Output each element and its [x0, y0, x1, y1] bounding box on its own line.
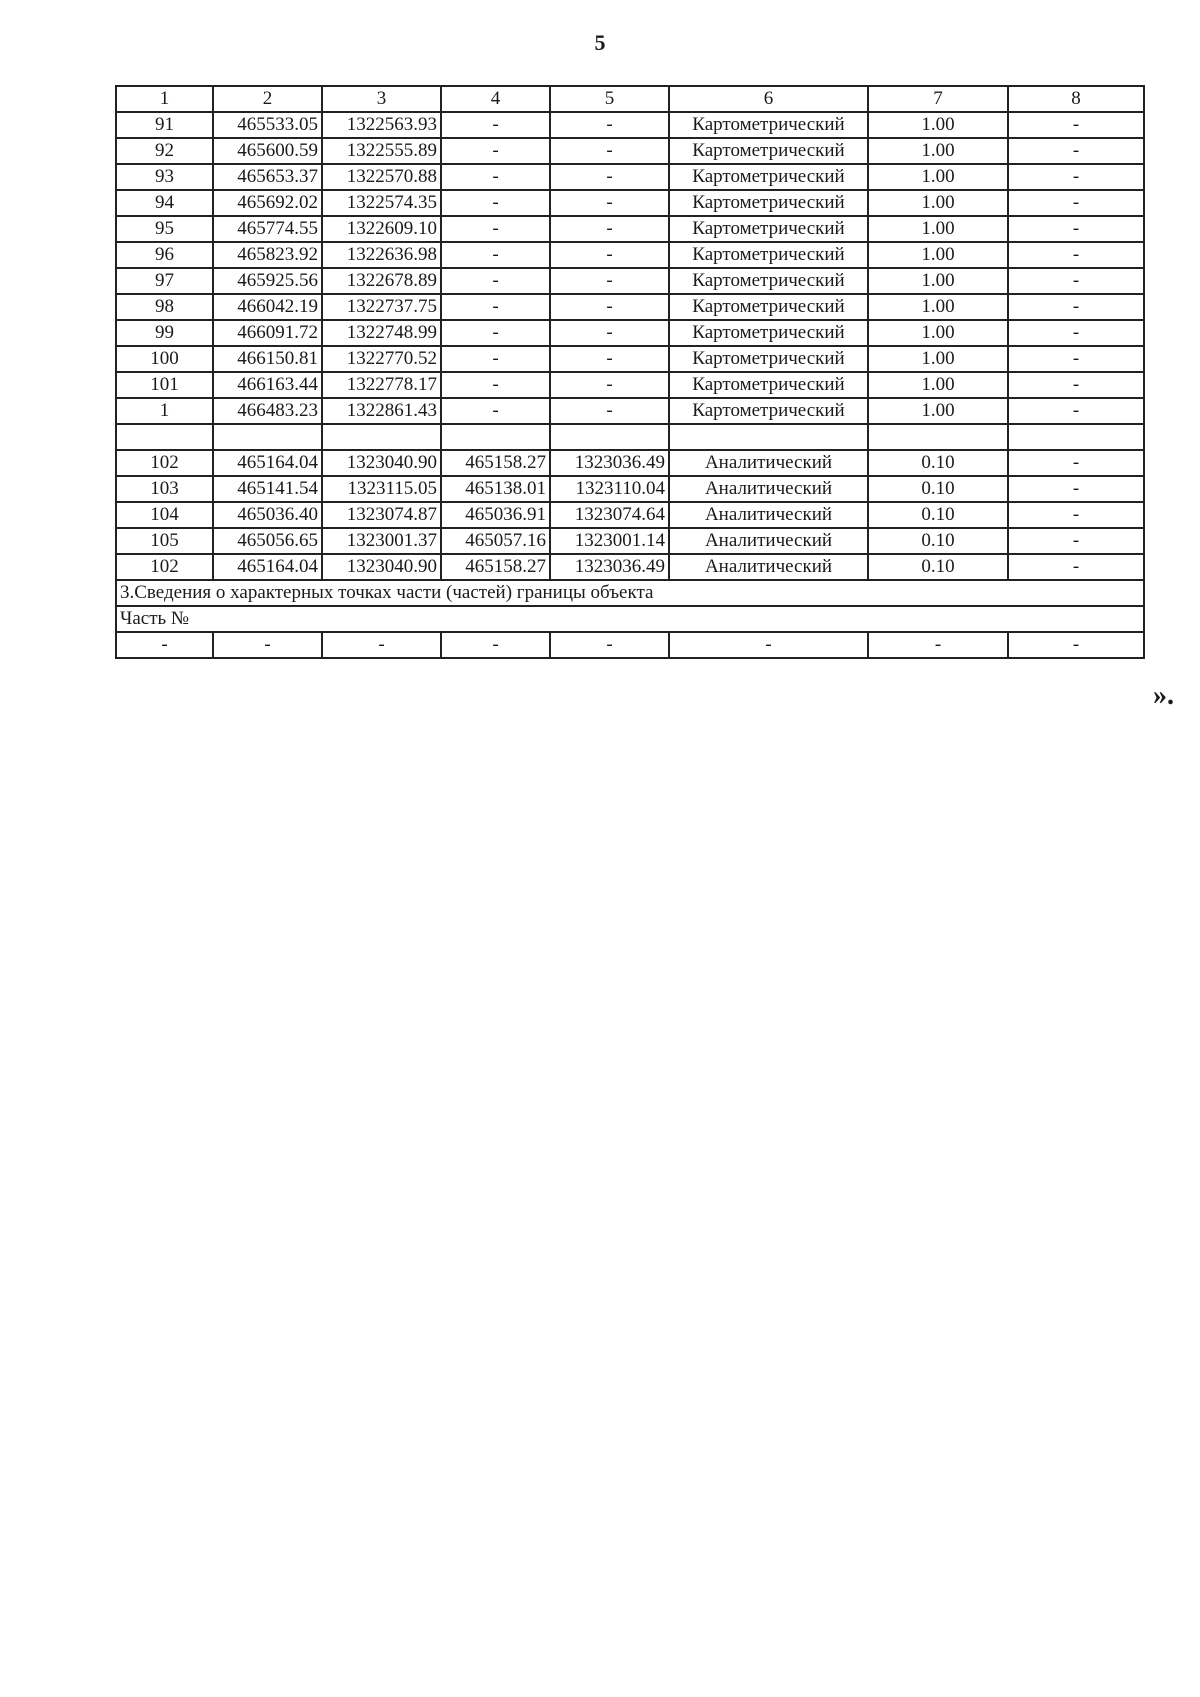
table-cell: 465158.27: [441, 554, 550, 580]
table-cell: -: [322, 632, 441, 658]
table-cell: 1323001.14: [550, 528, 669, 554]
table-cell: [1008, 424, 1144, 450]
table-cell: 5: [550, 86, 669, 112]
table-cell: -: [550, 164, 669, 190]
table-cell: -: [1008, 242, 1144, 268]
table-cell: 96: [116, 242, 213, 268]
table-cell: 0.10: [868, 502, 1008, 528]
table-cell: 1323040.90: [322, 554, 441, 580]
table-cell: 98: [116, 294, 213, 320]
table-cell: -: [441, 268, 550, 294]
table-cell: Аналитический: [669, 528, 868, 554]
table-row: [116, 164, 1144, 190]
part-label-row: [116, 606, 1144, 632]
table-cell: [116, 424, 213, 450]
table-cell: -: [1008, 190, 1144, 216]
table-cell: 465600.59: [213, 138, 322, 164]
table-row: [116, 190, 1144, 216]
table-cell: 1323040.90: [322, 450, 441, 476]
closing-quote: ».: [1153, 680, 1174, 711]
table-cell: Картометрический: [669, 398, 868, 424]
table-row: [116, 424, 1144, 450]
table-cell: 465057.16: [441, 528, 550, 554]
table-cell: 97: [116, 268, 213, 294]
table-cell: 1322861.43: [322, 398, 441, 424]
table-cell: Картометрический: [669, 216, 868, 242]
table-cell: 1323001.37: [322, 528, 441, 554]
table-cell: 0.10: [868, 450, 1008, 476]
table-cell: 466091.72: [213, 320, 322, 346]
table-cell: Картометрический: [669, 138, 868, 164]
table-cell: -: [441, 398, 550, 424]
table-cell: [669, 424, 868, 450]
table-cell: 1.00: [868, 242, 1008, 268]
table-cell: 1.00: [868, 320, 1008, 346]
table-cell: 465533.05: [213, 112, 322, 138]
table-cell: 104: [116, 502, 213, 528]
table-cell: 1323036.49: [550, 554, 669, 580]
table-cell: -: [1008, 502, 1144, 528]
table-cell: 1.00: [868, 346, 1008, 372]
table-cell: 465158.27: [441, 450, 550, 476]
table-cell: -: [550, 216, 669, 242]
table-row: [116, 476, 1144, 502]
part-label: Часть №: [116, 606, 1144, 632]
table-cell: 465823.92: [213, 242, 322, 268]
table-cell: 92: [116, 138, 213, 164]
table-row: [116, 450, 1144, 476]
page-number: 5: [594, 30, 606, 55]
table-cell: [550, 424, 669, 450]
table-cell: 1323115.05: [322, 476, 441, 502]
table-cell: Картометрический: [669, 346, 868, 372]
table-cell: -: [1008, 216, 1144, 242]
section-title: 3.Сведения о характерных точках части (частей) границы объекта: [116, 580, 1144, 606]
table-cell: 1322609.10: [322, 216, 441, 242]
table-cell: 6: [669, 86, 868, 112]
table-cell: 103: [116, 476, 213, 502]
table-cell: [441, 424, 550, 450]
table-cell: -: [550, 190, 669, 216]
table-cell: -: [1008, 320, 1144, 346]
table-cell: 95: [116, 216, 213, 242]
table-cell: 105: [116, 528, 213, 554]
table-cell: -: [550, 372, 669, 398]
table-cell: -: [1008, 138, 1144, 164]
table-cell: Картометрический: [669, 190, 868, 216]
table-row: [116, 632, 1144, 658]
table-row: [116, 268, 1144, 294]
table-cell: -: [1008, 294, 1144, 320]
table-cell: 1.00: [868, 190, 1008, 216]
table-cell: 1.00: [868, 268, 1008, 294]
table-cell: -: [1008, 554, 1144, 580]
table-cell: 1322778.17: [322, 372, 441, 398]
table-cell: 1322555.89: [322, 138, 441, 164]
table-cell: -: [441, 346, 550, 372]
table-cell: 465036.40: [213, 502, 322, 528]
table-cell: -: [441, 112, 550, 138]
section-title-row: [116, 580, 1144, 606]
table-cell: Картометрический: [669, 268, 868, 294]
table-cell: -: [1008, 112, 1144, 138]
table-cell: [868, 424, 1008, 450]
table-cell: 94: [116, 190, 213, 216]
table-cell: 1: [116, 398, 213, 424]
table-cell: -: [441, 138, 550, 164]
table-cell: 1322563.93: [322, 112, 441, 138]
table-cell: Картометрический: [669, 164, 868, 190]
table-cell: 0.10: [868, 554, 1008, 580]
table-cell: Аналитический: [669, 502, 868, 528]
header-row: [116, 86, 1144, 112]
table-cell: -: [441, 190, 550, 216]
table-row: [116, 346, 1144, 372]
table-cell: 1323074.87: [322, 502, 441, 528]
table-cell: -: [441, 216, 550, 242]
table-cell: 465138.01: [441, 476, 550, 502]
table-cell: 3: [322, 86, 441, 112]
table-cell: 465692.02: [213, 190, 322, 216]
table-cell: -: [1008, 164, 1144, 190]
table-cell: Картометрический: [669, 294, 868, 320]
table-row: [116, 398, 1144, 424]
table-cell: -: [116, 632, 213, 658]
table-cell: -: [441, 294, 550, 320]
table-cell: 466483.23: [213, 398, 322, 424]
table-cell: 1323110.04: [550, 476, 669, 502]
table-cell: 1.00: [868, 138, 1008, 164]
table-cell: 1.00: [868, 294, 1008, 320]
table-cell: -: [550, 632, 669, 658]
table-cell: 1322574.35: [322, 190, 441, 216]
table-cell: 4: [441, 86, 550, 112]
table-cell: -: [1008, 476, 1144, 502]
table-row: [116, 294, 1144, 320]
table-cell: 1.00: [868, 372, 1008, 398]
table-row: [116, 320, 1144, 346]
table-cell: 99: [116, 320, 213, 346]
table-cell: 1322770.52: [322, 346, 441, 372]
table-cell: [322, 424, 441, 450]
table-row: [116, 554, 1144, 580]
table-cell: 1.00: [868, 398, 1008, 424]
table-cell: 1323036.49: [550, 450, 669, 476]
table-cell: -: [1008, 398, 1144, 424]
table-cell: -: [550, 242, 669, 268]
table-cell: 0.10: [868, 476, 1008, 502]
table-cell: 8: [1008, 86, 1144, 112]
table-cell: 465653.37: [213, 164, 322, 190]
table-cell: -: [550, 320, 669, 346]
table-cell: Аналитический: [669, 476, 868, 502]
table-cell: 101: [116, 372, 213, 398]
table-cell: [213, 424, 322, 450]
table-cell: -: [441, 320, 550, 346]
table-cell: -: [441, 242, 550, 268]
table-cell: -: [1008, 528, 1144, 554]
table-cell: 1.00: [868, 216, 1008, 242]
table-cell: Картометрический: [669, 372, 868, 398]
table-cell: -: [1008, 372, 1144, 398]
coordinates-table: [115, 85, 1145, 659]
table-cell: 1323074.64: [550, 502, 669, 528]
table-row: [116, 502, 1144, 528]
table-row: [116, 216, 1144, 242]
table-cell: -: [441, 164, 550, 190]
table-cell: 466163.44: [213, 372, 322, 398]
table-cell: 1322570.88: [322, 164, 441, 190]
table-cell: Картометрический: [669, 112, 868, 138]
table-cell: 2: [213, 86, 322, 112]
table-cell: -: [550, 112, 669, 138]
table-cell: 465141.54: [213, 476, 322, 502]
table-cell: 1322678.89: [322, 268, 441, 294]
table-cell: -: [441, 632, 550, 658]
table-cell: Аналитический: [669, 554, 868, 580]
table-cell: -: [441, 372, 550, 398]
table-cell: -: [868, 632, 1008, 658]
table-cell: 1: [116, 86, 213, 112]
table-cell: 102: [116, 554, 213, 580]
table-cell: 465164.04: [213, 450, 322, 476]
table-cell: -: [1008, 450, 1144, 476]
table-cell: -: [1008, 346, 1144, 372]
table-cell: 1322748.99: [322, 320, 441, 346]
table-cell: 1322636.98: [322, 242, 441, 268]
table-cell: 7: [868, 86, 1008, 112]
table-row: [116, 112, 1144, 138]
table-cell: 466150.81: [213, 346, 322, 372]
table-cell: -: [550, 398, 669, 424]
table-cell: Картометрический: [669, 242, 868, 268]
table-row: [116, 138, 1144, 164]
table-cell: -: [1008, 632, 1144, 658]
table-cell: 100: [116, 346, 213, 372]
table-cell: -: [1008, 268, 1144, 294]
table-cell: 102: [116, 450, 213, 476]
table-cell: -: [550, 346, 669, 372]
table-cell: -: [550, 138, 669, 164]
table-cell: -: [213, 632, 322, 658]
table-cell: 1322737.75: [322, 294, 441, 320]
table-cell: 0.10: [868, 528, 1008, 554]
table-cell: Картометрический: [669, 320, 868, 346]
table-cell: 465056.65: [213, 528, 322, 554]
table-cell: 1.00: [868, 164, 1008, 190]
table-cell: Аналитический: [669, 450, 868, 476]
table-cell: 91: [116, 112, 213, 138]
table-row: [116, 372, 1144, 398]
table-cell: 466042.19: [213, 294, 322, 320]
table-cell: 465164.04: [213, 554, 322, 580]
table-cell: 1.00: [868, 112, 1008, 138]
table-cell: -: [669, 632, 868, 658]
table-cell: 465925.56: [213, 268, 322, 294]
table-cell: 465036.91: [441, 502, 550, 528]
table-row: [116, 242, 1144, 268]
table-cell: 93: [116, 164, 213, 190]
table-cell: -: [550, 294, 669, 320]
table-body: [116, 86, 1144, 658]
table-row: [116, 528, 1144, 554]
table-cell: -: [550, 268, 669, 294]
table-cell: 465774.55: [213, 216, 322, 242]
